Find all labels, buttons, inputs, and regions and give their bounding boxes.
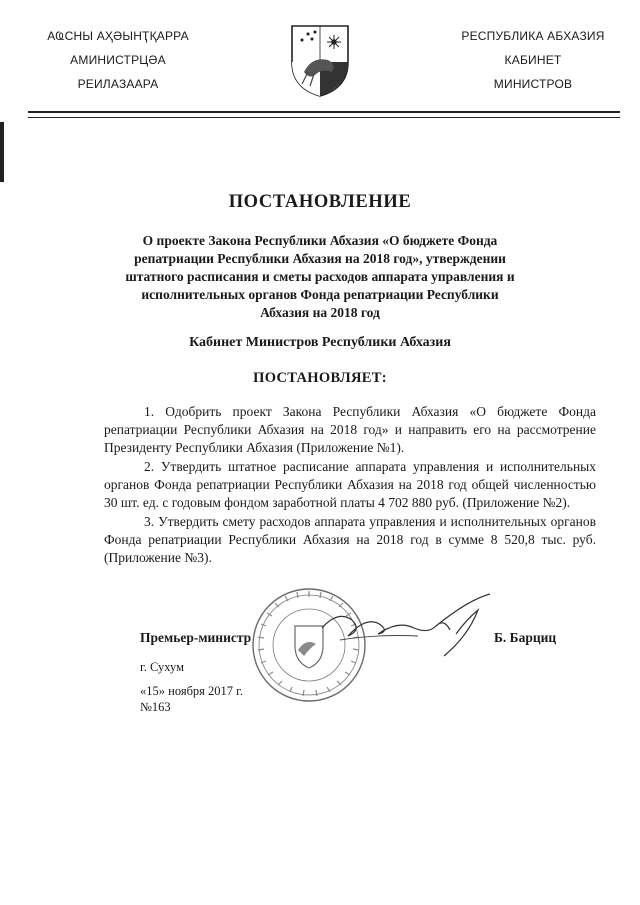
state-emblem bbox=[288, 22, 352, 98]
signatory-role: Премьер-министр bbox=[140, 630, 252, 645]
header-right-line-3: МИНИСТРОВ bbox=[493, 77, 573, 91]
header-rule-thick bbox=[28, 111, 620, 113]
handwritten-signature bbox=[318, 590, 498, 660]
paragraph-2: 2. Утвердить штатное расписание аппарата управления и исполнительных органов Фонда репатриации Республики Абхазия на 2018 год общей численностью 30 шт. ед. с годовым фондом заработной платы 4 702 880 руб. (Приложение №2). bbox=[104, 459, 596, 510]
document-city: г. Сухум bbox=[140, 660, 185, 674]
document-title: ПОСТАНОВЛЕНИЕ bbox=[228, 192, 412, 212]
paragraph-3: 3. Утвердить смету расходов аппарата управления и исполнительных органов Фонда репатриации Республики Абхазия на 2018 год в сумме 8 520,8 тыс. руб. (Приложение №3). bbox=[104, 514, 596, 565]
document-number: №163 bbox=[140, 700, 171, 714]
header-right-block bbox=[448, 24, 618, 96]
resolution-heading: ПОСТАНОВЛЯЕТ: bbox=[253, 370, 387, 386]
signatory-name: Б. Барциц bbox=[494, 630, 557, 645]
header-right-line-2: КАБИНЕТ bbox=[504, 53, 562, 67]
header-left-line-2: АМИНИСТРЦӘА bbox=[70, 53, 166, 67]
header-left-line-3: РЕИЛАЗААРА bbox=[77, 77, 159, 91]
document-body bbox=[104, 403, 596, 568]
page-edge-mark bbox=[0, 122, 4, 182]
header-left-line-1: АҨСНЫ АҲӘЫНҬҚАРРА bbox=[47, 29, 189, 43]
header-left-block bbox=[38, 24, 198, 96]
header-rule-thin bbox=[28, 117, 620, 118]
issuing-body: Кабинет Министров Республики Абхазия bbox=[189, 335, 451, 350]
document-date: «15» ноября 2017 г. bbox=[140, 684, 244, 698]
header-right-line-1: РЕСПУБЛИКА АБХАЗИЯ bbox=[461, 29, 605, 43]
paragraph-1: 1. Одобрить проект Закона Республики Абхазия «О бюджете Фонда репатриации Республики Абхазия на 2018 год» и направить его на рассмотрение Президенту Республики Абхазия (Приложение №1). bbox=[104, 404, 596, 455]
document-subject: О проекте Закона Республики Абхазия «О бюджете Фонда репатриации Республики Абхазия на 2018 год», утверждении штатного расписания и сметы расходов аппарата управления и исполнительных органов Фонда репатриации Республики Абхазия на 2018 год bbox=[125, 233, 515, 320]
